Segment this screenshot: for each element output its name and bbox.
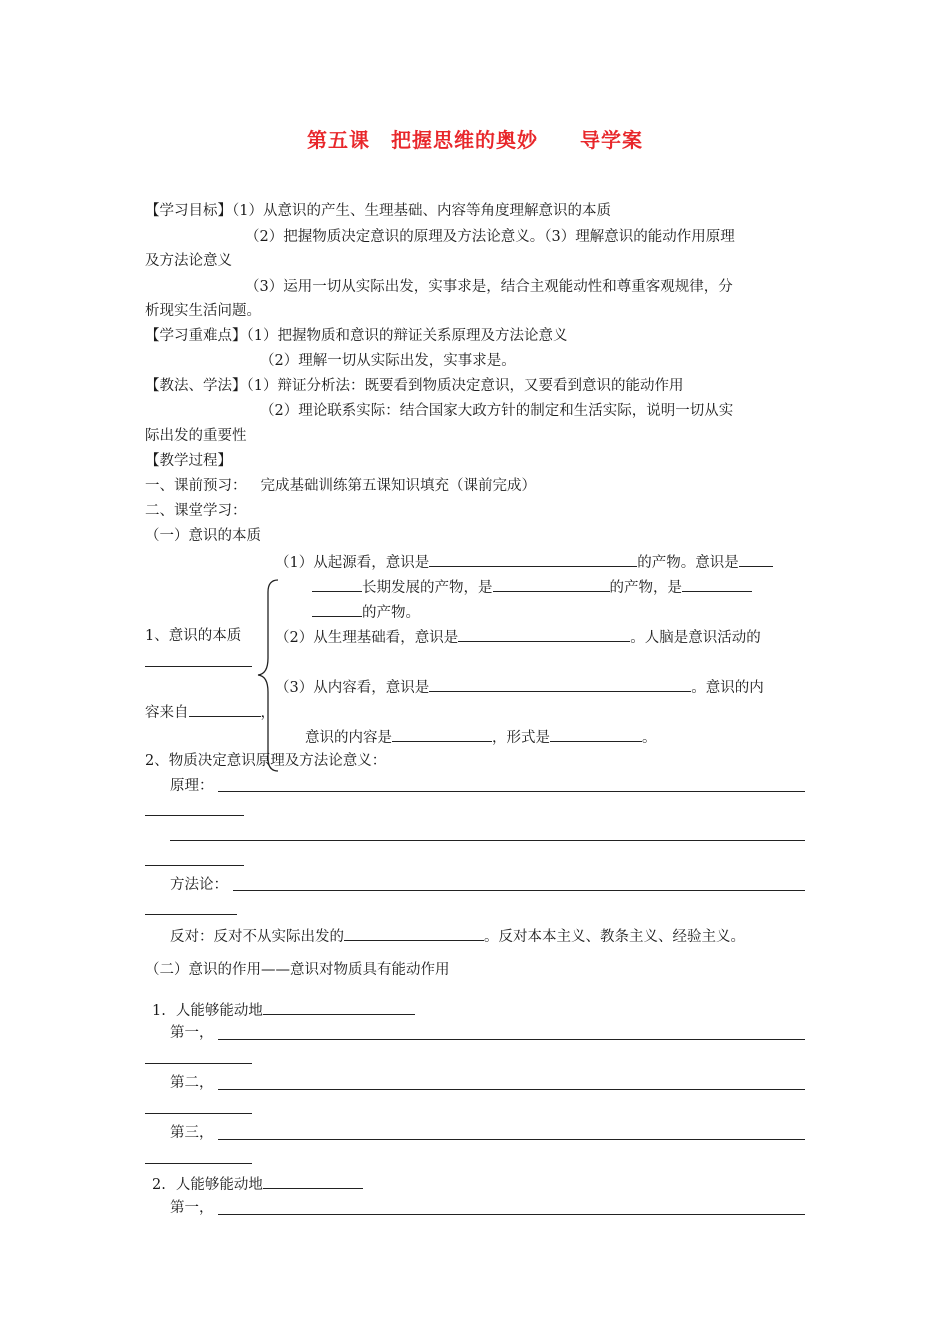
content-line-3: 意识的内容是 ，形式是 。 [305,727,657,747]
answer-line[interactable] [145,914,237,915]
blank-field[interactable] [429,677,691,692]
goals-line-2: （2）把握物质决定意识的原理及方法论意义。（3）理解意识的能动作用原理 [245,229,735,245]
role2-line: 2. 人能够能动地 [152,1174,363,1194]
answer-line[interactable] [145,1113,252,1114]
key-label: 【学习重难点】 [145,328,247,344]
method-line-2: （2）理论联系实际：结合国家大政方针的制定和生活实际，说明一切从实 [260,403,734,419]
answer-line[interactable] [145,666,252,667]
goals-line-3: 及方法论意义 [145,253,232,269]
blank-field[interactable] [344,926,484,941]
part2-heading: （二）意识的作用——意识对物质具有能动作用 [145,962,450,978]
item1-label: 1、意识的本质 [145,628,242,644]
answer-line[interactable] [145,1163,252,1164]
content-line-2: 容来自 ， [145,702,275,722]
blank-field[interactable] [263,1174,363,1189]
principle-label: 原理： [170,778,214,794]
blank-field[interactable] [550,727,642,742]
goals-label: 【学习目标】 [145,203,232,219]
answer-line[interactable] [218,791,805,792]
key-line-1: 【学习重难点】（1）把握物质和意识的辩证关系原理及方法论意义 [145,328,568,344]
process-label: 【教学过程】 [145,453,232,469]
first-label: 第一， [170,1025,214,1041]
answer-line[interactable] [145,1063,252,1064]
answer-line[interactable] [145,815,244,816]
methodology-label: 方法论： [170,877,228,893]
content-line-1: （3）从内容看，意识是 。意识的内 [275,677,764,697]
preview-line: 一、课前预习： 完成基础训练第五课知识填充（课前完成） [145,478,536,494]
answer-line[interactable] [145,865,244,866]
third-label: 第三， [170,1125,214,1141]
blank-field[interactable] [429,552,637,567]
method-label: 【教法、学法】 [145,378,247,394]
blank-field[interactable] [392,727,492,742]
answer-line[interactable] [170,840,805,841]
origin-line-3: 的产物。 [312,602,420,622]
method-line-3: 际出发的重要性 [145,428,247,444]
oppose-line: 反对：反对不从实际出发的 。反对本本主义、教条主义、经验主义。 [170,926,745,946]
blank-field[interactable] [493,577,610,592]
answer-line[interactable] [218,1089,805,1090]
origin-line-1: （1）从起源看，意识是 的产物。意识是 [275,552,773,572]
goals-line-1: 【学习目标】（1）从意识的产生、生理基础、内容等角度理解意识的本质 [145,203,611,219]
blank-field[interactable] [312,577,362,592]
item2-label: 2、物质决定意识原理及方法论意义： [145,753,387,769]
answer-line[interactable] [218,1139,805,1140]
goals-line-4: （3）运用一切从实际出发，实事求是，结合主观能动性和尊重客观规律，分 [245,279,733,295]
blank-field[interactable] [263,1000,415,1015]
physiology-line: （2）从生理基础看，意识是 。人脑是意识活动的 [275,627,761,647]
origin-line-2: 长期发展的产物，是 的产物，是 [312,577,752,597]
goals-line-5: 析现实生活问题。 [145,303,261,319]
blank-field[interactable] [458,627,630,642]
blank-field[interactable] [312,602,362,617]
key-line-2: （2）理解一切从实际出发，实事求是。 [260,353,516,369]
second-label: 第二， [170,1075,214,1091]
blank-field[interactable] [739,552,773,567]
answer-line[interactable] [218,1214,805,1215]
blank-field[interactable] [682,577,752,592]
class-study-label: 二、课堂学习： [145,503,247,519]
curly-brace-icon [256,578,282,773]
page-title: 第五课 把握思维的奥妙 导学案 [307,128,643,152]
method-line-1: 【教法、学法】（1）辩证分析法：既要看到物质决定意识，又要看到意识的能动作用 [145,378,684,394]
part1-heading: （一）意识的本质 [145,528,261,544]
role1-line: 1. 人能够能动地 [152,1000,415,1020]
first-label: 第一， [170,1200,214,1216]
answer-line[interactable] [233,890,805,891]
answer-line[interactable] [218,1039,805,1040]
blank-field[interactable] [189,702,261,717]
